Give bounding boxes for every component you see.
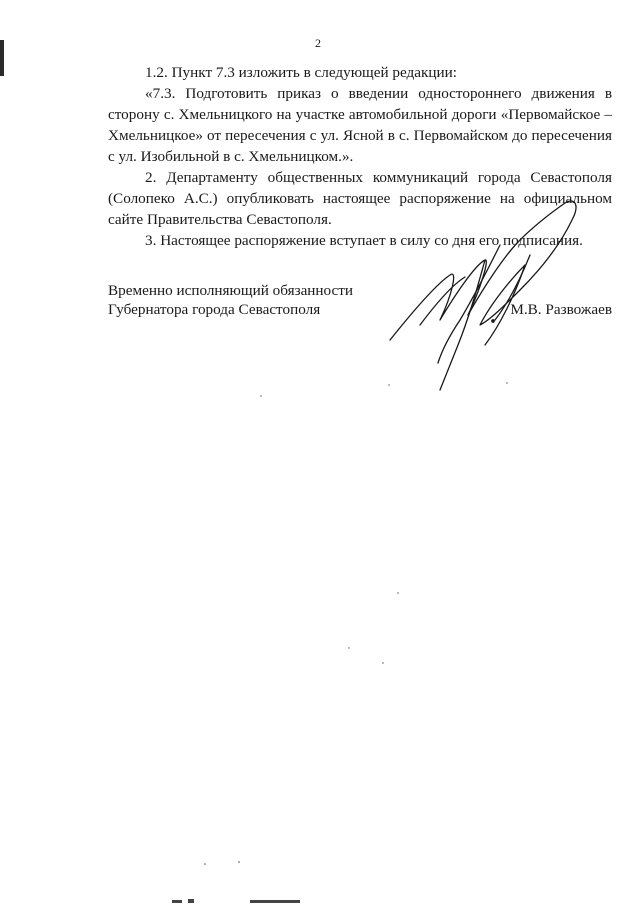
signatory-position-line2: Губернатора города Севастополя [108, 301, 321, 318]
page-number: 2 [315, 36, 321, 50]
signatory-name: М.В. Развожаев [510, 301, 612, 318]
paragraph-7-3-quote: «7.3. Подготовить приказ о введении одностороннего движения в сторону с. Хмельницкого на участке автомобильной дороги «Первомайское – Хмельницкое» от пересечения с ул. Ясной в с. Первомайском до пересечения с ул. Изобильной в с. Хмельницком.». [108, 85, 612, 165]
paragraph-2: 2. Департаменту общественных коммуникаций города Севастополя (Солопеко А.С.) опубликовать настоящее распоряжение на официальном сайте Правительства Севастополя. [108, 169, 612, 228]
paragraph-3: 3. Настоящее распоряжение вступает в силу со дня его подписания. [145, 232, 583, 249]
signatory-position-line1: Временно исполняющий обязанности [108, 282, 354, 299]
paragraph-1-2: 1.2. Пункт 7.3 изложить в следующей редакции: [145, 64, 458, 81]
